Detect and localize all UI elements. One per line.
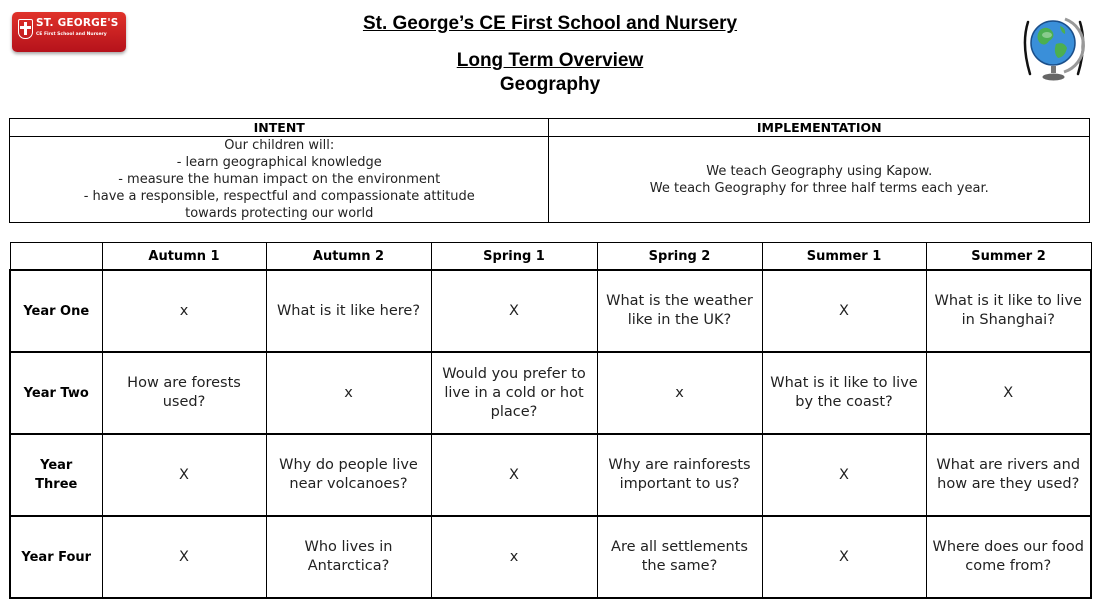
corner-header-cell (10, 243, 102, 271)
year-label: Year One (10, 270, 102, 352)
table-row (10, 270, 1091, 352)
term-header: Autumn 1 (102, 243, 266, 271)
term-header: Summer 2 (926, 243, 1091, 271)
topic-cell: What is the weather like in the UK? (597, 270, 762, 352)
topic-cell: X (431, 434, 597, 516)
school-name-heading: St. George’s CE First School and Nursery (362, 13, 738, 34)
table-row (10, 516, 1091, 598)
year-label: Year Three (10, 434, 102, 516)
topic-cell: X (926, 352, 1091, 434)
topic-cell: x (266, 352, 431, 434)
year-label: Year Two (10, 352, 102, 434)
topic-cell: How are forests used? (102, 352, 266, 434)
logo-subtitle-text: CE First School and Nursery (36, 32, 107, 37)
topic-cell: x (597, 352, 762, 434)
intent-line: - learn geographical knowledge (176, 155, 382, 170)
topic-cell: x (431, 516, 597, 598)
topic-cell: X (762, 516, 926, 598)
implementation-line: We teach Geography using Kapow. (706, 163, 933, 179)
term-header: Spring 1 (431, 243, 597, 271)
topic-cell: What is it like to live in Shanghai? (926, 270, 1091, 352)
topic-cell: Why are rainforests important to us? (597, 434, 762, 516)
topic-cell: Who lives in Antarctica? (266, 516, 431, 598)
implementation-heading: IMPLEMENTATION (549, 119, 1090, 137)
topic-cell: X (431, 270, 597, 352)
topic-cell: What is it like here? (266, 270, 431, 352)
intent-implementation-table (9, 118, 1090, 223)
intent-line: - have a responsible, respectful and compassionate attitude (83, 189, 475, 204)
topic-cell: x (102, 270, 266, 352)
intent-line: - measure the human impact on the environment (118, 172, 441, 187)
table-row (10, 434, 1091, 516)
globe-icon (1020, 14, 1088, 86)
topic-cell: Where does our food come from? (926, 516, 1091, 598)
term-header: Autumn 2 (266, 243, 431, 271)
logo-brand-text: ST. GEORGE'S (36, 17, 119, 29)
intent-cell (10, 137, 549, 223)
topic-cell: X (102, 434, 266, 516)
topic-cell: Are all settlements the same? (597, 516, 762, 598)
long-term-overview-table (9, 242, 1092, 599)
implementation-cell (549, 137, 1090, 223)
year-label: Year Four (10, 516, 102, 598)
term-header: Summer 1 (762, 243, 926, 271)
table-row (10, 352, 1091, 434)
subject-heading: Geography (499, 74, 601, 95)
intent-line: Our children will: (224, 138, 335, 153)
intent-heading: INTENT (10, 119, 549, 137)
topic-cell: X (102, 516, 266, 598)
topic-cell: Would you prefer to live in a cold or hot place? (431, 352, 597, 434)
overview-title-heading: Long Term Overview (456, 50, 644, 71)
intent-line: towards protecting our world (185, 206, 374, 221)
term-header: Spring 2 (597, 243, 762, 271)
implementation-line: We teach Geography for three half terms each year. (649, 180, 989, 196)
topic-cell: X (762, 270, 926, 352)
topic-cell: X (762, 434, 926, 516)
topic-cell: What are rivers and how are they used? (926, 434, 1091, 516)
topic-cell: What is it like to live by the coast? (762, 352, 926, 434)
topic-cell: Why do people live near volcanoes? (266, 434, 431, 516)
